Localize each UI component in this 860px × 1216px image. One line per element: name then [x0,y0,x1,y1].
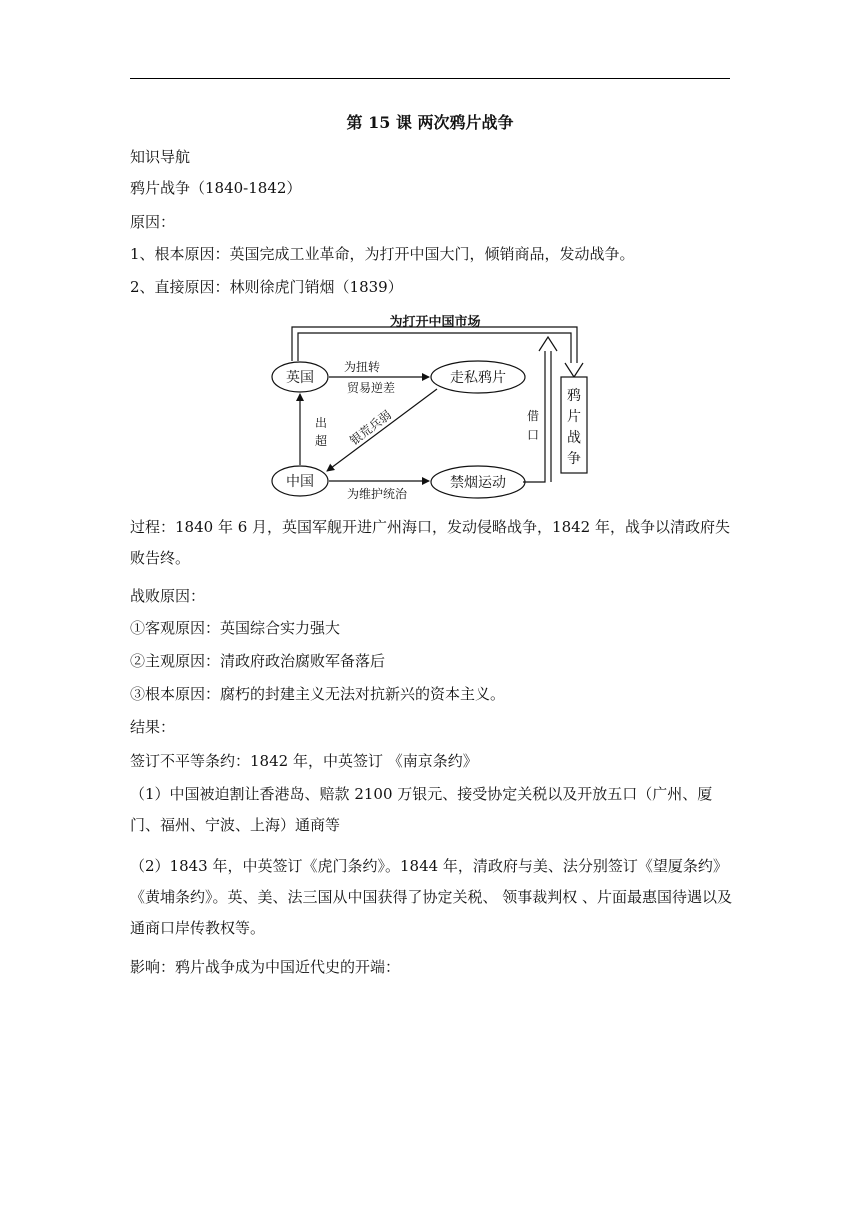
defeat-objective: ①客观原因：英国综合实力强大 [130,619,341,637]
label-surplus-1: 出 [314,416,328,430]
label-trade-1: 为扭转 [343,360,381,374]
war-char-1: 鸦 [567,388,581,404]
section-nav: 知识导航 [130,148,191,166]
arrow-silver [327,389,437,471]
label-trade-2: 贸易逆差 [346,381,396,395]
influence-line: 影响：鸦片战争成为中国近代史的开端： [130,958,401,976]
war-heading: 鸦片战争（1840-1842） [130,179,302,197]
result-item-1: （1）中国被迫割让香港岛、赔款 2100 万银元、接受协定关税以及开放五口（广州、厦门、福州、宁波、上海）通商等 [130,785,713,834]
label-excuse-1: 借 [526,409,540,423]
war-char-3: 战 [567,430,581,446]
result-item-2: （2）1843 年，中英签订《虎门条约》。1844 年，清政府与美、法分别签订《望厦条约》《黄埔条约》。英、美、法三国从中国获得了协定关税、 领事裁判权 、片面最惠国待遇以及通商口岸传教权等。 [130,857,733,937]
cause-heading: 原因： [130,213,176,231]
label-rule: 为维护统治 [346,487,408,501]
lesson-title: 第 15 课 两次鸦片战争 [346,113,514,132]
cause-direct: 2、直接原因：林则徐虎门销烟（1839） [130,278,403,296]
process-paragraph: 过程：1840 年 6 月，英国军舰开进广州海口，发动侵略战争，1842 年，战争以清政府失败告终。 [130,518,730,567]
cause-diagram [265,305,595,505]
war-char-4: 争 [567,451,581,467]
result-heading: 结果： [130,718,176,736]
defeat-root: ③根本原因：腐朽的封建主义无法对抗新兴的资本主义。 [130,685,506,703]
node-ban-label: 禁烟运动 [450,475,506,491]
label-excuse-2: 口 [526,428,540,442]
header-rule [130,78,730,79]
node-britain-label: 英国 [286,370,314,386]
node-smuggle-label: 走私鸦片 [450,370,506,386]
defeat-subjective: ②主观原因：清政府政治腐败军备落后 [130,652,386,670]
label-surplus-2: 超 [314,434,328,448]
war-char-2: 片 [567,409,581,425]
node-china-label: 中国 [286,474,314,490]
treaty-line: 签订不平等条约：1842 年，中英签订 《南京条约》 [130,752,478,770]
diagram-label-market: 为打开中国市场 [389,315,481,330]
cause-root: 1、根本原因：英国完成工业革命，为打开中国大门，倾销商品，发动战争。 [130,245,635,263]
defeat-heading: 战败原因： [130,587,206,605]
label-silver: 银荒兵弱 [347,407,394,448]
